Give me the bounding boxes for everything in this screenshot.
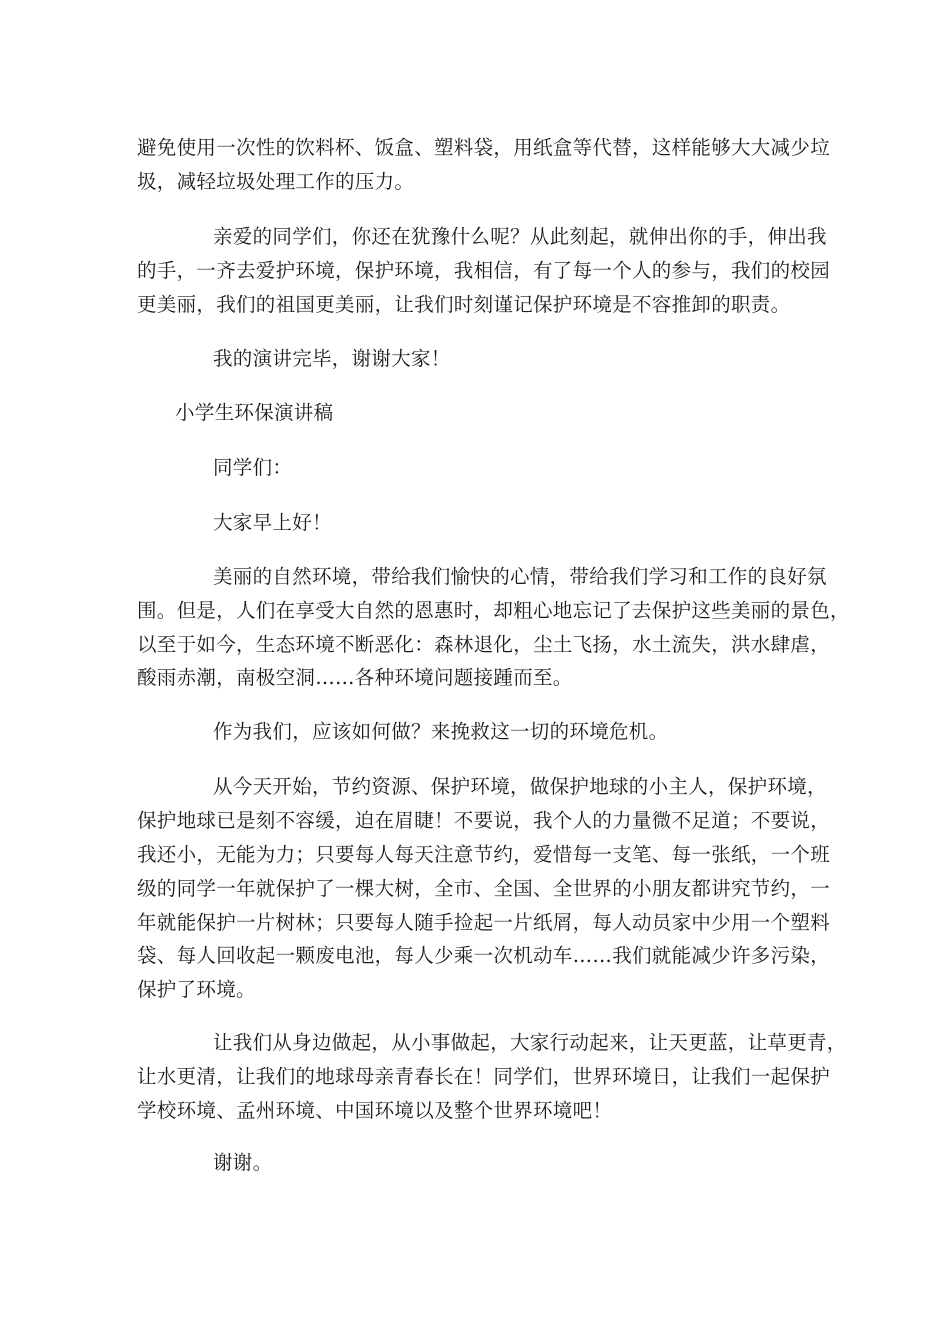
paragraph-line: 年就能保护一片树林；只要每人随手捡起一片纸屑，每人动员家中少用一个塑料 xyxy=(137,911,831,934)
paragraph-line: 作为我们，应该如何做？来挽救这一切的环境危机。 xyxy=(213,720,669,743)
paragraph-line: 袋、每人回收起一颗废电池，每人少乘一次机动车……我们就能减少许多污染， xyxy=(137,944,831,967)
paragraph-line: 保护了环境。 xyxy=(137,978,256,1001)
paragraph-line: 避免使用一次性的饮料杯、饭盒、塑料袋，用纸盒等代替，这样能够大大减少垃 xyxy=(137,136,831,159)
paragraph-line: 酸雨赤潮，南极空洞……各种环境问题接踵而至。 xyxy=(137,666,573,689)
paragraph-line: 围。但是，人们在享受大自然的恩惠时，却粗心地忘记了去保护这些美丽的景色， xyxy=(137,599,850,622)
paragraph-line: 以至于如今，生态环境不断恶化：森林退化，尘土飞扬，水土流失，洪水肆虐， xyxy=(137,633,831,656)
paragraph-line: 的手，一齐去爱护环境，保护环境，我相信，有了每一个人的参与，我们的校园 xyxy=(137,259,831,282)
paragraph-line: 级的同学一年就保护了一棵大树，全市、全国、全世界的小朋友都讲究节约，一 xyxy=(137,877,831,900)
paragraph-line: 从今天开始，节约资源、保护环境，做保护地球的小主人，保护环境， xyxy=(213,775,827,798)
closing-line: 谢谢。 xyxy=(213,1151,273,1174)
paragraph-line: 让水更清，让我们的地球母亲青春长在！同学们，世界环境日，让我们一起保护 xyxy=(137,1065,831,1088)
speech-title: 小学生环保演讲稿 xyxy=(175,401,334,424)
paragraph-line: 更美丽，我们的祖国更美丽，让我们时刻谨记保护环境是不容推卸的职责。 xyxy=(137,293,791,316)
greeting-line: 大家早上好！ xyxy=(213,511,332,534)
paragraph-line: 保护地球已是刻不容缓，迫在眉睫！不要说，我个人的力量微不足道；不要说， xyxy=(137,809,831,832)
paragraph-line: 美丽的自然环境，带给我们愉快的心情，带给我们学习和工作的良好氛 xyxy=(213,565,827,588)
paragraph-line: 学校环境、孟州环境、中国环境以及整个世界环境吧！ xyxy=(137,1099,613,1122)
paragraph-line: 亲爱的同学们，你还在犹豫什么呢？从此刻起，就伸出你的手，伸出我 xyxy=(213,225,827,248)
paragraph-line: 我的演讲完毕，谢谢大家！ xyxy=(213,347,451,370)
greeting-line: 同学们： xyxy=(213,456,293,479)
paragraph-line: 圾，减轻垃圾处理工作的压力。 xyxy=(137,170,415,193)
paragraph-line: 让我们从身边做起，从小事做起，大家行动起来，让天更蓝，让草更青， xyxy=(213,1031,847,1054)
paragraph-line: 我还小，无能为力；只要每人每天注意节约，爱惜每一支笔、每一张纸，一个班 xyxy=(137,843,831,866)
